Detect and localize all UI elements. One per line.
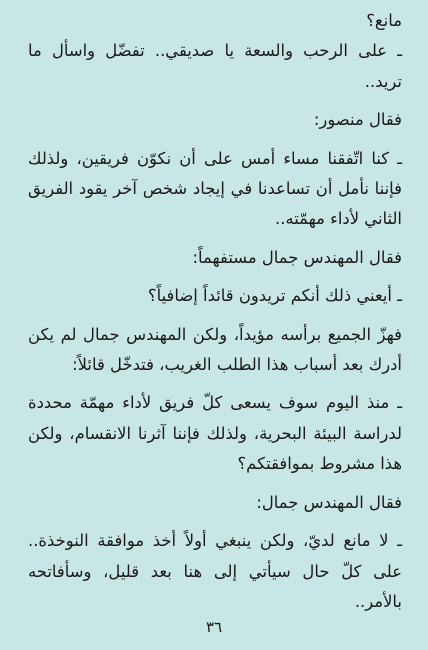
paragraph: ـ أيعني ذلك أنكم تريدون قائداً إضافياً؟ xyxy=(147,286,402,306)
paragraph: فقال المهندس جمال مستفهماً: xyxy=(192,247,402,267)
paragraph: ـ منذ اليوم سوف يسعى كلّ فريق لأداء مهمّة محددة لدراسة البيئة البحرية، ولذلك فإننا آثرنا الانقسام، ولكن هذا مشروط بموافقتكم؟ xyxy=(28,393,402,474)
paragraph: ـ لا مانع لديّ، ولكن ينبغي أولاً أخذ موافقة النوخذة.. على كلّ حال سيأتي إلى هنا بعد قليل، وسأفاتحه بالأمر.. xyxy=(28,531,402,611)
page-number: ٣٦ xyxy=(205,618,223,636)
paragraph: ـ على الرحب والسعة يا صديقي.. تفضّل واسأل ما تريد.. xyxy=(28,41,402,91)
paragraph: فقال المهندس جمال: xyxy=(256,492,402,512)
paragraph: ـ كنا اتّفقنا مساء أمس على أن نكوّن فريقين، ولذلك فإننا نأمل أن تساعدنا في إيجاد شخص آخر يقود الفريق الثاني لأداء مهمّته.. xyxy=(28,148,402,229)
paragraph: مانع؟ xyxy=(366,11,402,30)
paragraph: فقال منصور: xyxy=(313,110,402,130)
body-text xyxy=(28,6,402,617)
paragraph: فهزّ الجميع برأسه مؤيداً، ولكن المهندس جمال لم يكن أدرك بعد أسباب هذا الطلب الغريب، فتدخّل قائلاً: xyxy=(28,324,402,375)
